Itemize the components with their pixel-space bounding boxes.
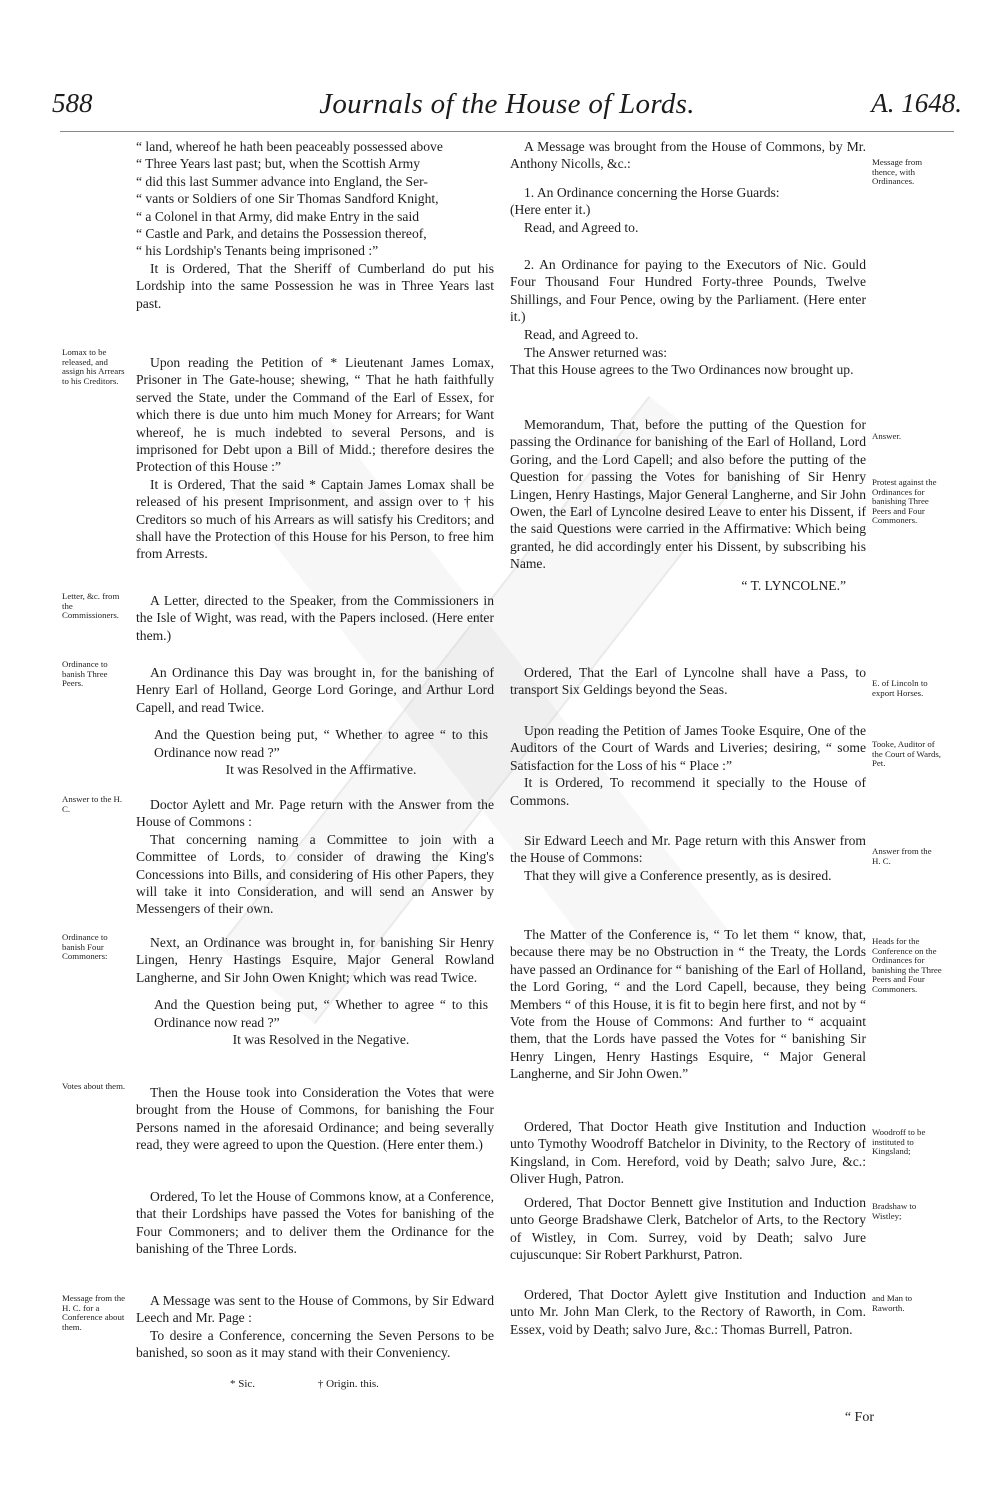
footnote: * Sic. [230, 1378, 256, 1390]
ordinance-three-peers: An Ordinance this Day was brought in, for the banishing of Henry Earl of Holland, George Lord Goringe, and Arthur Lord Capell, and read Twice. And the Question being put, “ Whether to agree “ to this Ordinance now read ?” It was Resolved in the Affirmative. [136, 665, 494, 778]
margin-note: E. of Lincoln to export Horses. [872, 678, 928, 698]
lomax-petition: Upon reading the Petition of * Lieutenant James Lomax, Prisoner in The Gate-house; shewing, “ That he hath faithfully served the State, under the Command of the Earl of Essex, for which there is due unto him much Money for Arrears; for Want whereof, he is much indebted to several Persons, and is imprisoned for Debt upon a Bill of Midd.; therefore desires the Protection of this House :” It is Ordered, That the said * Captain James Lomax shall be released of his present Imprisonment, and assign over to † his Creditors so much of his Arrears as will satisfy his Creditors; and shall have the Protection of this House for his Person, to free him from Arrests. [136, 355, 494, 562]
quoted-petition-end: “ land, whereof he hath been peaceably possessed above “ Three Years last past; but, when the Scottish Army “ did this last Summer advance into England, the Ser- “ vants or Soldiers of one Sir Thomas Sandford Knight, “ a Colonel in that Army, did make Entry in the said “ Castle and Park, and detains the Possession thereof, “ his Lordship's Tenants being imprisoned :” It is Ordered, That the Sheriff of Cumberland do put his Lordship into the same Possession he was in Three Years last past. [136, 139, 494, 311]
margin-note: and Man to Raworth. [872, 1293, 913, 1313]
margin-note: Ordinance to banish Three Peers. [62, 659, 108, 689]
order-paragraph: It is Ordered, That the Sheriff of Cumberland do put his Lordship into the same Possession he was in Three Years last past. [136, 260, 494, 311]
page-header [52, 88, 962, 128]
answer-paragraph: Sir Edward Leech and Mr. Page return with this Answer from the House of Commons: That they will give a Conference presently, as is desired. [510, 833, 866, 883]
order-lyncolne: Ordered, That the Earl of Lyncolne shall have a Pass, to transport Six Geldings beyond the Seas. [510, 665, 866, 698]
margin-note: Lomax to be released, and assign his Arrears to his Creditors. [62, 347, 125, 386]
order-man: Ordered, That Doctor Aylett give Institution and Induction unto Mr. John Man Clerk, to the Rectory of Raworth, in Com. Essex, void by Death; salvo Jure, &c.: Thomas Burrell, Patron. [510, 1287, 866, 1337]
message-paragraph: A Message was sent to the House of Commons, by Sir Edward Leech and Mr. Page : To desire a Conference, concerning the Seven Persons to be banished, so soon as it may stand with their Conveniency. [136, 1293, 494, 1361]
letter-paragraph: A Letter, directed to the Speaker, from the Commissioners in the Isle of Wight, was read, with the Papers inclosed. (Here enter them.) [136, 593, 494, 643]
ordinance-gould: 2. An Ordinance for paying to the Executors of Nic. Gould Four Thousand Four Hundred Forty-three Pounds, Twelve Shillings, and Four Pence, owing by the Parliament. (Here enter it.) Read, and Agreed to. [510, 257, 866, 342]
margin-note: Ordinance to banish Four Commoners: [62, 932, 108, 962]
year-label: A. 1648. [871, 88, 962, 118]
margin-note: Votes about them. [62, 1081, 126, 1091]
votes-paragraph: Then the House took into Consideration the Votes that were brought from the House of Commons, for banishing the Four Persons named in the aforesaid Ordinance; and being severally read, they were agreed to upon the Question. (Here enter them.) [136, 1085, 494, 1153]
order-conference: Ordered, To let the House of Commons know, at a Conference, that their Lordships have passed the Votes for banishing of the Four Commoners; and to deliver them the Ordinance for the banishing of the Three Lords. [136, 1189, 494, 1257]
tooke-petition: Upon reading the Petition of James Tooke Esquire, One of the Auditors of the Court of Wards and Liveries; desiring, “ some Satisfaction for the Loss of his “ Place :” It is Ordered, To recommend it specially to the House of Commons. [510, 723, 866, 808]
margin-note: Bradshaw to Wistley; [872, 1201, 917, 1221]
conference-heads: The Matter of the Conference is, “ To let them “ know, that, because there may be no Obstruction in “ the Treaty, the Lords have passed an Ordinance for “ banishing of the Earl of Holland, the Lord Goring, “ and the Lord Capell, because, they being Members “ of this House, it is fit to begin here first, and not by “ Vote from the House of Commons: And further to “ acquaint them, that the Lords have passed the Votes for “ banishing Sir Henry Lingen, Henry Hastings Esquire, “ Major General Langherne, and Sir John Owen.” [510, 927, 866, 1082]
memorandum-paragraph: Memorandum, That, before the putting of the Question for passing the Ordinance for banishing of the Earl of Holland, Lord Goring, and the Lord Capell; and also before the putting of the Question for passing the Votes for banishing of Sir Henry Lingen, Henry Hastings, Major General Langherne, and Sir John Owen, the Earl of Lyncolne desired Leave to enter his Dissent, if the said Questions were carried in the Affirmative: Which being granted, he did accordingly enter his Dissent, by subscribing his Name. “ T. LYNCOLNE.” [510, 417, 866, 593]
margin-note: Answer from the H. C. [872, 846, 932, 866]
order-bradshawe: Ordered, That Doctor Bennett give Institution and Induction unto George Bradshawe Clerk, Batchelor of Arts, to the Rectory of Wistley, in Com. Surrey, void by Death; salvo Jure cujuscunque: Sir Robert Parkhurst, Patron. [510, 1195, 866, 1263]
footnotes [230, 1378, 379, 1390]
right-column [510, 138, 866, 1368]
margin-note: Protest against the Ordinances for banishing Three Peers and Four Commoners. [872, 477, 937, 526]
margin-note: Message from thence, with Ordinances. [872, 157, 923, 187]
margin-note: Tooke, Auditor of the Court of Wards, Pet. [872, 739, 942, 769]
journal-title: Journals of the House of Lords. [319, 88, 695, 120]
margin-note: Answer to the H. C. [62, 794, 123, 814]
answer-paragraph: Doctor Aylett and Mr. Page return with the Answer from the House of Commons : That concerning naming a Committee to join with a Committee of Lords, to consider of drawing the King's Concessions into Bills, and considering of His other Papers, they will take it into Consideration, and will send an Answer by Messengers of their own. [136, 797, 494, 917]
ordinance-four-commoners: Next, an Ordinance was brought in, for banishing Sir Henry Lingen, Henry Hastings Esquire, Major General Rowland Langherne, and Sir John Owen Knight; which was read Twice. And the Question being put, “ Whether to agree “ to this Ordinance now read ?” It was Resolved in the Negative. [136, 935, 494, 1048]
order-woodroff: Ordered, That Doctor Heath give Institution and Induction unto Tymothy Woodroff Batchelor in Divinity, to the Rectory of Kingsland, in Com. Hereford, void by Death; salvo Jure, &c.: Oliver Hugh, Patron. [510, 1119, 866, 1187]
margin-note: Message from the H. C. for a Conference about them. [62, 1293, 126, 1332]
margin-note: Answer. [872, 431, 902, 441]
catchword: “ For [844, 1410, 874, 1425]
ordinance-horse-guards: 1. An Ordinance concerning the Horse Guards: (Here enter it.) Read, and Agreed to. [510, 185, 780, 235]
page-number: 588 [52, 88, 93, 118]
margin-note: Letter, &c. from the Commissioners. [62, 591, 120, 621]
answer-returned: The Answer returned was: That this House agrees to the Two Ordinances now brought up. [510, 345, 854, 378]
header-rule [60, 131, 954, 132]
signature: “ T. LYNCOLNE.” [741, 577, 846, 593]
margin-note: Woodroff to be instituted to Kingsland; [872, 1127, 926, 1157]
message-paragraph: A Message was brought from the House of Commons, by Mr. Anthony Nicolls, &c.: [510, 139, 866, 172]
margin-note: Heads for the Conference on the Ordinances for banishing the Three Peers and Four Commoners. [872, 936, 942, 994]
footnote: † Origin. this. [317, 1378, 379, 1390]
left-column [136, 138, 494, 1368]
